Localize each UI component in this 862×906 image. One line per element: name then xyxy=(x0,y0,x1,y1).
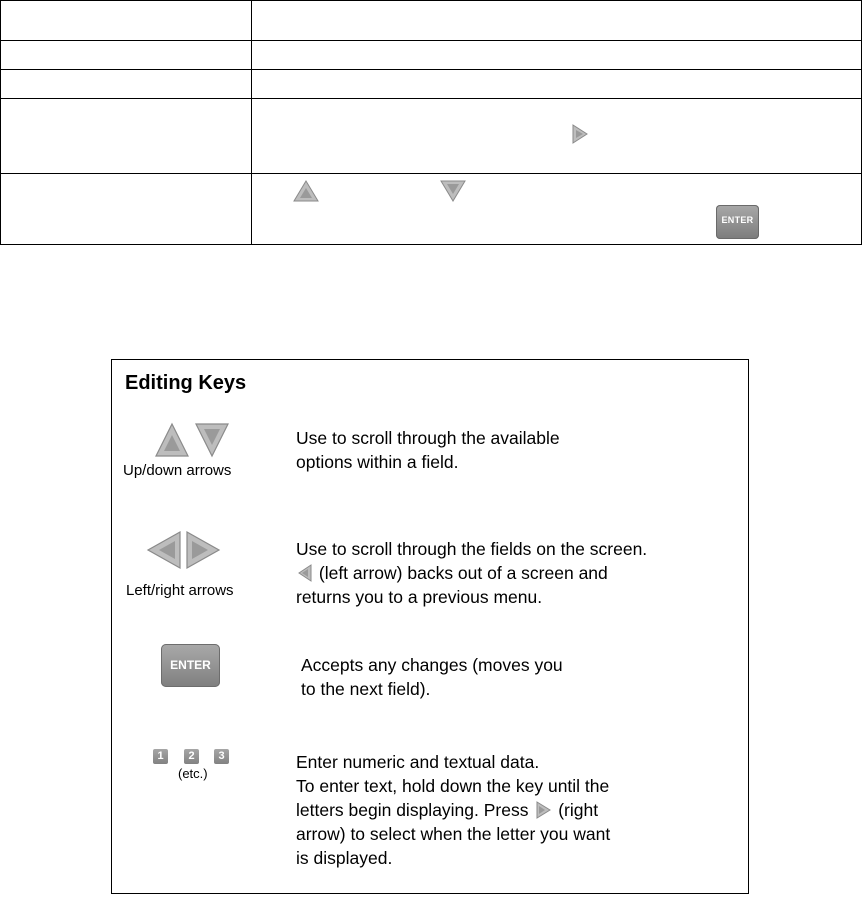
desc-line: Use to scroll through the available xyxy=(296,428,560,448)
up-down-description xyxy=(296,426,560,474)
table-border-bottom xyxy=(0,244,862,245)
enter-key-label: ENTER xyxy=(170,658,211,672)
arrow-right-icon xyxy=(535,801,551,819)
arrow-down-icon xyxy=(194,422,230,458)
settings-table xyxy=(0,0,862,245)
desc-text: (left arrow) backs out of a screen and xyxy=(318,563,608,583)
desc-line: to the next field). xyxy=(301,679,431,699)
enter-key-icon xyxy=(716,205,759,239)
table-row-divider xyxy=(0,69,862,70)
numeric-description xyxy=(296,750,610,870)
arrow-down-icon xyxy=(440,180,466,202)
desc-line: is displayed. xyxy=(296,848,393,868)
desc-line xyxy=(296,561,647,585)
left-right-description xyxy=(296,537,647,609)
arrow-right-icon xyxy=(572,124,588,144)
desc-text: letters begin displaying. Press xyxy=(296,800,529,820)
table-row-divider xyxy=(0,98,862,99)
desc-line: To enter text, hold down the key until the xyxy=(296,776,610,796)
desc-line: Enter numeric and textual data. xyxy=(296,752,540,772)
table-row-divider xyxy=(0,40,862,41)
left-right-caption: Left/right arrows xyxy=(126,582,234,599)
arrow-up-icon xyxy=(293,180,319,202)
desc-line: returns you to a previous menu. xyxy=(296,587,543,607)
numeric-key-1-icon xyxy=(153,749,168,764)
numeric-key-label: 3 xyxy=(218,750,225,762)
editing-keys-panel xyxy=(111,359,749,894)
enter-description xyxy=(301,653,563,701)
table-border-top xyxy=(0,0,862,1)
table-column-divider xyxy=(251,0,252,245)
desc-text: (right xyxy=(558,800,599,820)
enter-key-icon xyxy=(161,644,220,687)
enter-key-label: ENTER xyxy=(721,215,754,225)
numeric-key-label: 1 xyxy=(157,750,164,762)
arrow-up-icon xyxy=(154,422,190,458)
numeric-key-2-icon xyxy=(184,749,199,764)
desc-line: options within a field. xyxy=(296,452,459,472)
desc-line: Accepts any changes (moves you xyxy=(301,655,563,675)
table-border-left xyxy=(0,0,1,245)
arrow-left-icon xyxy=(146,530,182,570)
arrow-left-icon xyxy=(298,564,312,582)
desc-line: arrow) to select when the letter you want xyxy=(296,824,611,844)
arrow-right-icon xyxy=(185,530,221,570)
table-row-divider xyxy=(0,173,862,174)
numeric-key-3-icon xyxy=(214,749,229,764)
numeric-caption: (etc.) xyxy=(178,766,208,781)
desc-line: Use to scroll through the fields on the screen. xyxy=(296,539,648,559)
panel-title: Editing Keys xyxy=(125,372,247,394)
up-down-caption: Up/down arrows xyxy=(123,462,232,479)
numeric-key-label: 2 xyxy=(188,750,195,762)
desc-line xyxy=(296,798,610,822)
